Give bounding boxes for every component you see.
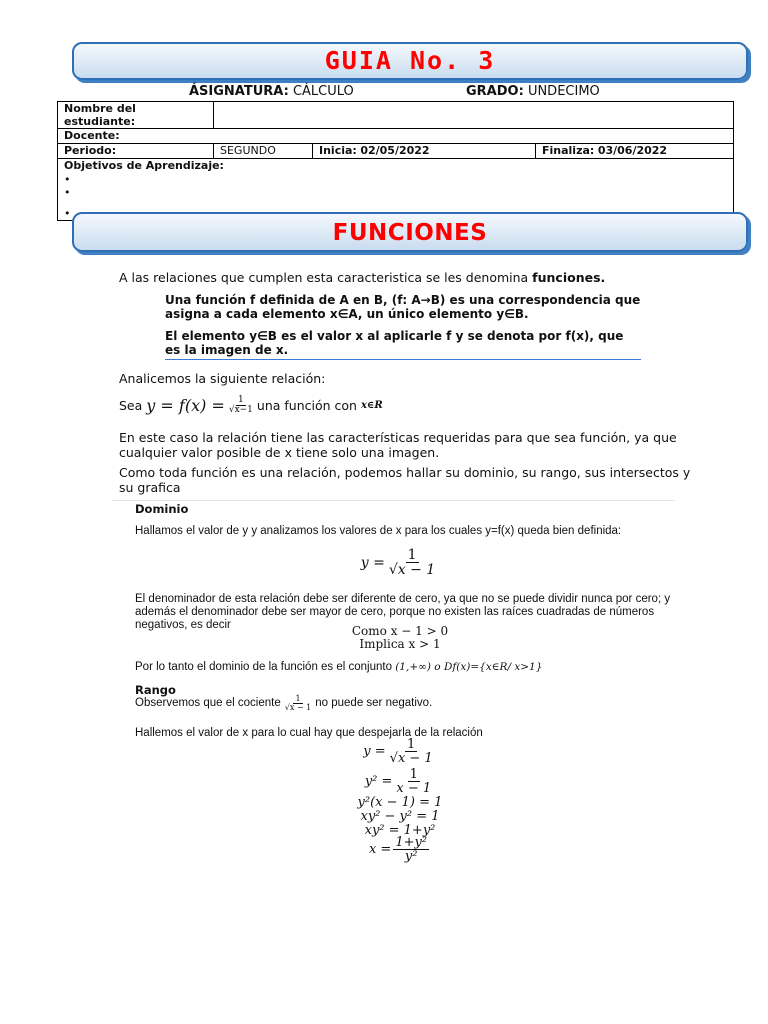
rango-step-6-den: y²: [404, 849, 418, 864]
function-fraction: [227, 396, 255, 415]
intro-bold: funciones.: [532, 270, 606, 285]
dominio-condition-2: Implica x > 1: [359, 637, 441, 651]
rango-step-6: [330, 836, 470, 863]
rango-step-1-den: √x − 1: [389, 751, 433, 766]
student-name-field: [214, 102, 734, 129]
subject-label: ÁSIGNATURA: [189, 84, 284, 99]
objective-bullet: •: [64, 186, 71, 199]
subject-value: CÁLCULO: [292, 84, 354, 99]
objective-bullet: •: [64, 173, 71, 186]
student-info-table: [57, 101, 734, 221]
rango-step-1-lhs: y =: [363, 744, 386, 759]
rango-step-6-fraction: [393, 836, 429, 863]
definition-paragraph-2: El elemento y∈B es el valor x al aplicarle f y se denota por f(x), que es la imagen de x.: [165, 329, 624, 357]
definition-box: [165, 293, 641, 360]
fraction-denominator: √x−1: [228, 405, 253, 415]
grade-label: GRADO: [466, 84, 519, 99]
rango-paragraph-2: Hallemos el valor de x para lo cual hay que despejarla de la relación: [135, 727, 483, 739]
end-label: Finaliza:: [542, 144, 595, 157]
fraction-numerator: 1: [238, 395, 244, 405]
rango-step-2-fraction: [394, 768, 433, 795]
section-title-banner: [72, 212, 748, 252]
sea-word: Sea: [119, 398, 143, 413]
rango-step-2-den: x − 1: [396, 781, 432, 796]
grade-value: UNDECIMO: [527, 84, 600, 99]
dominio-eq-fraction: [387, 548, 437, 577]
dominio-conclusion: [135, 660, 695, 675]
objectives-label: Objetivos de Aprendizaje:: [64, 159, 224, 172]
dominio-paragraph-1: Hallamos el valor de y y analizamos los valores de x para los cuales y=f(x) queda bien definida:: [135, 525, 622, 537]
rango-p1-prefix: Observemos que el cociente: [135, 697, 281, 709]
rango-step-6-num: 1+y²: [395, 835, 428, 850]
rango-step-6-lhs: x =: [368, 842, 392, 857]
subject-line: ÁSIGNATURA: CÁLCULO: [189, 84, 354, 99]
intro-prefix: A las relaciones que cumplen esta caracteristica se les denomina: [119, 270, 533, 285]
dominio-eq-lhs: y =: [360, 554, 385, 571]
function-definition: [119, 396, 383, 415]
rango-paragraph-1: [135, 695, 432, 712]
dominio-condition-1: Como x − 1 > 0: [351, 624, 449, 638]
guide-title-banner: [72, 42, 748, 80]
rango-step-3: y²(x − 1) = 1: [357, 795, 443, 810]
start-value: 02/05/2022: [360, 144, 430, 157]
rango-step-2-num: 1: [409, 767, 418, 782]
grade-line: GRADO: UNDECIMO: [466, 84, 600, 99]
dominio-set: (1,+∞) o Df(x)={x∈R/ x>1}: [395, 661, 543, 673]
function-suffix: una función con: [256, 398, 357, 413]
rango-step-2-lhs: y² =: [364, 774, 393, 789]
start-label: Inicia:: [319, 144, 357, 157]
guide-title: GUIA No. 3: [324, 46, 496, 75]
domain-condition: x∈R: [360, 400, 383, 411]
rango-step-2: [330, 768, 470, 795]
start-date-cell: [313, 144, 536, 159]
period-label: Periodo:: [58, 144, 214, 159]
end-date-cell: [536, 144, 734, 159]
objective-bullet: •: [64, 207, 71, 220]
section-title: FUNCIONES: [332, 220, 488, 246]
rango-fraction-den: √x − 1: [284, 703, 312, 712]
dominio-eq-denominator: √x − 1: [388, 562, 436, 578]
analysis-paragraph-2: Como toda función es una relación, podemos hallar su dominio, su rango, sus intersectos y su grafica: [119, 465, 691, 495]
dominio-paragraph-2: El denominador de esta relación debe ser diferente de cero, ya que no se puede dividir nunca por cero; y además el denominador debe ser mayor de cero, porque no existen las raíces cuadradas de números negativos, es decir: [135, 593, 671, 631]
rango-fraction-num: 1: [295, 694, 301, 703]
dominio-conclusion-prefix: Por lo tanto el dominio de la función es el conjunto: [135, 661, 392, 673]
dominio-eq-numerator: 1: [407, 547, 417, 563]
rango-step-4: xy² − y² = 1: [360, 809, 440, 824]
rango-p1-suffix: no puede ser negativo.: [315, 697, 433, 709]
rango-step-1-fraction: [388, 738, 435, 765]
intro-text: [119, 270, 605, 285]
analysis-paragraph-1: En este caso la relación tiene las características requeridas para que sea función, ya que cualquier valor posible de x tiene solo una imagen.: [119, 430, 677, 460]
definition-paragraph-1: Una función f definida de A en B, (f: A→B) es una correspondencia que asigna a cada elemento x∈A, un único elemento y∈B.: [165, 293, 641, 321]
period-value: SEGUNDO: [214, 144, 313, 159]
dominio-equation: [330, 548, 470, 577]
rango-fraction: [283, 695, 314, 712]
rango-step-5: xy² = 1+y²: [364, 823, 436, 838]
function-lhs: y = f(x) =: [146, 396, 225, 415]
student-name-label: Nombre del estudiante:: [58, 102, 214, 129]
rango-step-1: [330, 738, 470, 765]
analysis-line: Analicemos la siguiente relación:: [119, 371, 326, 386]
teacher-label: Docente:: [58, 129, 734, 144]
dominio-title: Dominio: [135, 502, 189, 516]
rango-step-1-num: 1: [407, 737, 416, 752]
rango-title: Rango: [135, 683, 176, 697]
end-value: 03/06/2022: [597, 144, 668, 157]
